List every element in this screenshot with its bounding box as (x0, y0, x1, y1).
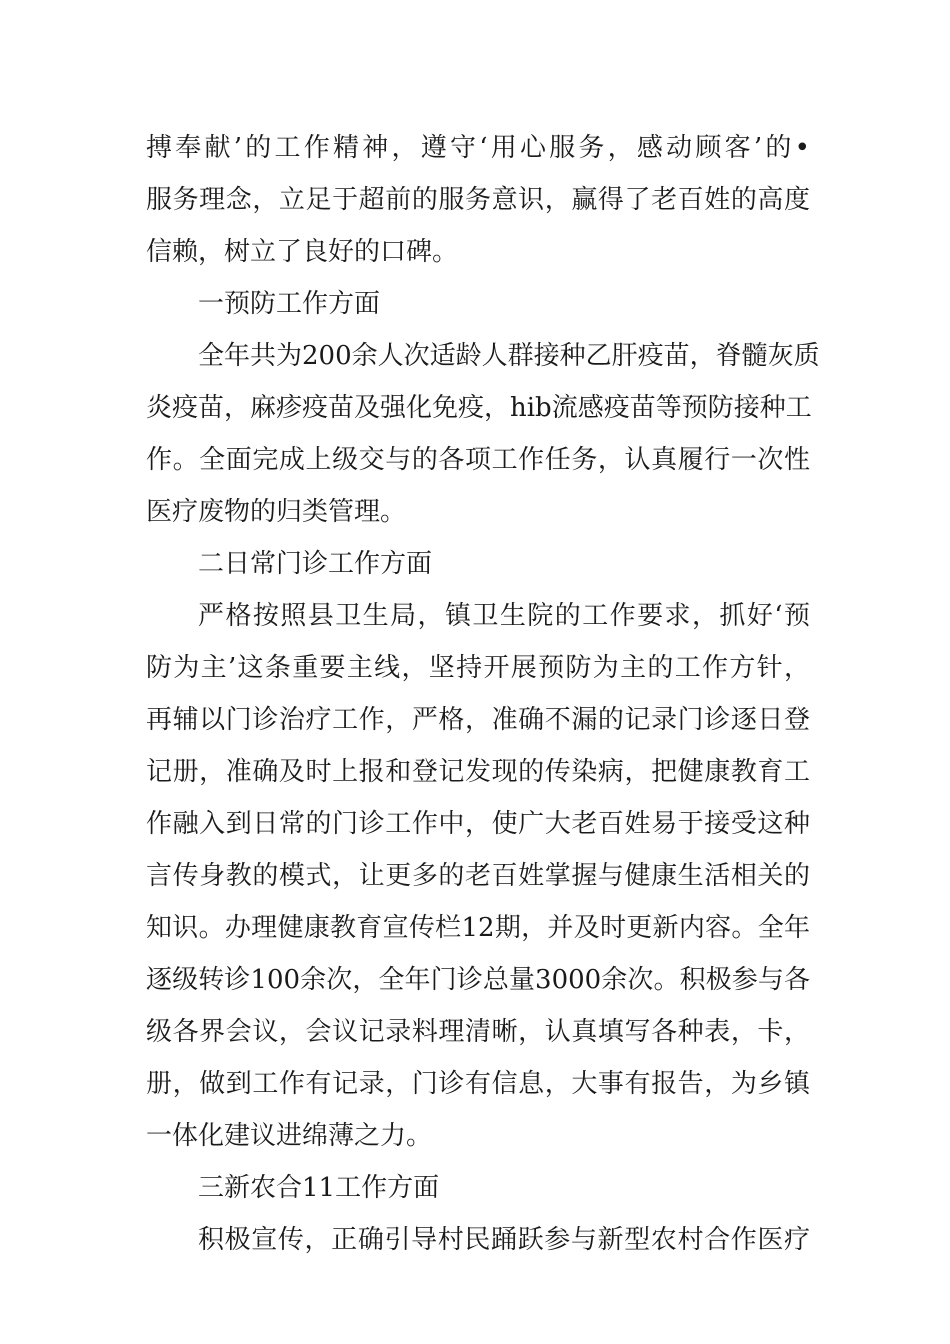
section-heading: 二日常门诊工作方面 (198, 549, 433, 579)
text-line: 炎疫苗，麻疹疫苗及强化免疫，hib流感疫苗等预防接种工 (146, 393, 812, 423)
text-line: 记册，准确及时上报和登记发现的传染病，把健康教育工 (146, 757, 810, 787)
text-line: 积极宣传，正确引导村民踊跃参与新型农村合作医疗 (198, 1225, 810, 1255)
text-line: 级各界会议，会议记录料理清晰，认真填写各种表，卡， (146, 1017, 810, 1047)
section-heading: 三新农合11工作方面 (198, 1173, 440, 1203)
text-line: 知识。办理健康教育宣传栏12期，并及时更新内容。全年 (146, 913, 810, 943)
text-line: 防为主’这条重要主线，坚持开展预防为主的工作方针， (146, 653, 810, 683)
text-line: 严格按照县卫生局，镇卫生院的工作要求，抓好‘预 (198, 601, 810, 631)
text-line: 言传身教的模式，让更多的老百姓掌握与健康生活相关的 (146, 861, 810, 891)
document-body (146, 122, 820, 1266)
text-line: 作融入到日常的门诊工作中，使广大老百姓易于接受这种 (146, 809, 810, 839)
text-line: 医疗废物的归类管理。 (146, 497, 407, 527)
text-line: 搏奉献’的工作精神，遵守‘用心服务，感动顾客’的• (146, 133, 810, 163)
text-line: 信赖，树立了良好的口碑。 (146, 237, 459, 267)
text-line: 全年共为200余人次适龄人群接种乙肝疫苗，脊髓灰质 (198, 341, 820, 371)
text-line: 一体化建议进绵薄之力。 (146, 1121, 433, 1151)
text-line: 册，做到工作有记录，门诊有信息，大事有报告，为乡镇 (146, 1069, 810, 1099)
text-line: 逐级转诊100余次，全年门诊总量3000余次。积极参与各 (146, 965, 810, 995)
section-heading: 一预防工作方面 (198, 289, 381, 319)
text-line: 再辅以门诊治疗工作，严格，准确不漏的记录门诊逐日登 (146, 705, 810, 735)
text-line: 作。全面完成上级交与的各项工作任务，认真履行一次性 (146, 445, 810, 475)
text-line: 服务理念，立足于超前的服务意识，赢得了老百姓的高度 (146, 185, 810, 215)
